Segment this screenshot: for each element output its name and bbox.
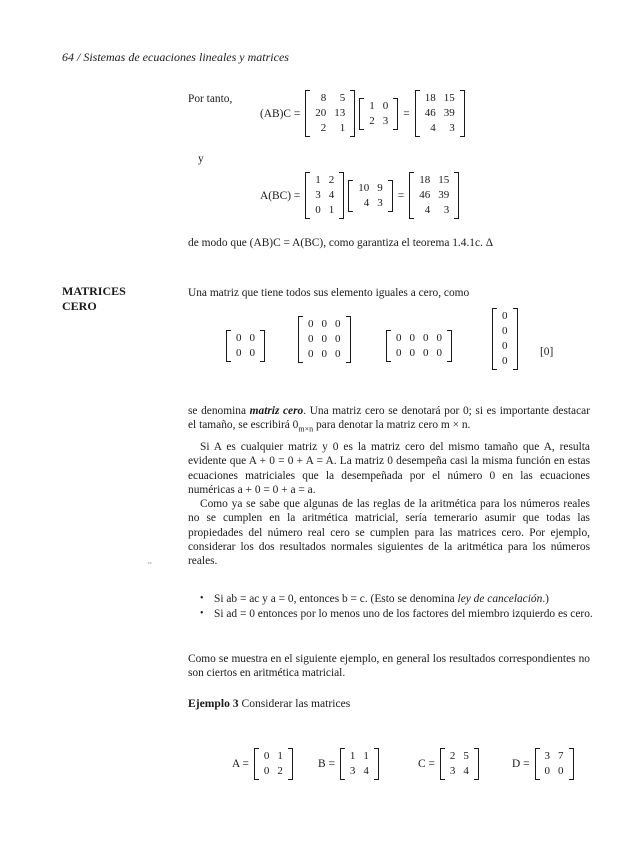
matrix-entry: 4 xyxy=(363,196,370,209)
equation-a-bc xyxy=(260,172,461,219)
matrix-entry: 0 xyxy=(502,340,508,352)
matrix-entry: 1 xyxy=(328,204,335,216)
matrix-row xyxy=(415,188,453,203)
matrix-entry: 0 xyxy=(236,347,242,359)
matrix-entry: 2 xyxy=(328,174,335,186)
matrix-entry: 0 xyxy=(308,318,314,330)
matrix-entry: 2 xyxy=(277,765,283,777)
bullet-icon: • xyxy=(200,608,204,619)
p1-b: . Una matriz cero se denotará por 0; si es importante destacar el tamaño, se escribirá 0 xyxy=(188,405,590,432)
equation-ab-c xyxy=(260,90,467,137)
matrix-entry: 0 xyxy=(263,750,270,762)
matrix-entry: 0 xyxy=(502,355,508,367)
equals-sign: = xyxy=(397,189,405,202)
matrix-entry: 0 xyxy=(249,332,255,344)
de-modo-text: de modo que (AB)C = A(BC), como garantiza el teorema 1.4.1c. Δ xyxy=(188,237,494,249)
matrix xyxy=(305,172,344,219)
example-text: Considerar las matrices xyxy=(238,697,351,710)
p1-c: para denotar la matriz cero m × n. xyxy=(313,419,471,432)
sidebar-line1: MATRICES xyxy=(62,284,126,298)
matrix xyxy=(340,748,379,780)
matrix-entry: 0 xyxy=(335,318,341,330)
matrix-entry: 3 xyxy=(315,189,321,201)
matrix-grid xyxy=(415,173,453,218)
matrix-entry: 39 xyxy=(443,107,455,119)
matrix-D xyxy=(512,748,576,780)
header-separator: / xyxy=(77,50,81,64)
paragraph-properties: Si A es cualquier matriz y 0 es la matriz cero del mismo tamaño que A, resulta evidente que A + 0 = 0 + A = A. La matriz 0 desempeña casi la misma función en estas ecuaciones matriciales que la desempeñada por el número 0 en las ecuaciones numéricas a + 0 = 0 + a = a. xyxy=(188,441,590,496)
bullet-icon: • xyxy=(200,593,204,604)
matrix-row xyxy=(232,331,259,346)
page-number: 64 xyxy=(62,50,74,64)
matrix-entry: 1 xyxy=(277,750,283,762)
intro-text: Una matriz que tiene todos sus elemento iguales a cero, como xyxy=(188,287,470,299)
matrix-entry: 0 xyxy=(321,318,327,330)
D-label: D = xyxy=(512,758,530,770)
matrix-entry: 4 xyxy=(363,765,369,777)
matrix-entry: 0 xyxy=(423,347,429,359)
matrix-grid xyxy=(260,749,287,779)
matrix-row xyxy=(311,188,338,203)
matrix-row xyxy=(541,749,568,764)
matrix-entry: 3 xyxy=(377,196,383,209)
matrix-entry: 1 xyxy=(315,174,321,186)
matrix xyxy=(386,330,452,362)
matrix-entry: 15 xyxy=(443,92,455,104)
chapter-title: Sistemas de ecuaciones lineales y matrices xyxy=(83,50,289,64)
matrix-row xyxy=(260,749,287,764)
matrix-entry: 3 xyxy=(544,750,550,762)
example-title xyxy=(188,697,350,710)
matrix-entry: 4 xyxy=(328,189,335,201)
matrix xyxy=(535,748,574,780)
C-label: C = xyxy=(418,758,435,770)
B-label: B = xyxy=(318,758,335,770)
b2-text: Si ad = 0 entonces por lo menos uno de los factores del miembro izquierdo es cero. xyxy=(214,608,593,620)
matrix xyxy=(415,90,465,137)
y-text: y xyxy=(198,153,204,165)
matrix-row xyxy=(304,332,345,347)
matrix-row xyxy=(415,173,453,188)
matrix-row xyxy=(446,749,473,764)
matrix-entry: 3 xyxy=(449,122,455,134)
section-sidebar-title xyxy=(62,284,126,314)
matrix-entry: 15 xyxy=(438,174,450,186)
matrix-entry: 1 xyxy=(349,750,356,762)
zero-matrix-3x3 xyxy=(296,316,353,368)
matrix-row xyxy=(304,317,345,332)
matrix-entry: 3 xyxy=(449,765,456,777)
matrix-entry: 3 xyxy=(382,114,389,127)
equals-sign: = xyxy=(403,107,410,120)
matrix-row xyxy=(311,173,338,188)
example-label: Ejemplo 3 xyxy=(188,697,239,710)
matrix xyxy=(226,330,265,362)
matrix-grid xyxy=(365,99,392,129)
matrix-row xyxy=(311,203,338,218)
matrix-entry: 39 xyxy=(438,189,450,201)
matrix-entry: 0 xyxy=(249,347,255,359)
matrix-row xyxy=(421,121,459,136)
term-matriz-cero: matriz cero xyxy=(249,405,304,417)
matrix-grid xyxy=(304,317,345,362)
matrix-row xyxy=(421,106,459,121)
matrix-grid xyxy=(392,331,446,361)
matrix-entry: 0 xyxy=(382,99,389,112)
matrix-entry: 0 xyxy=(409,347,415,359)
matrix-entry: 7 xyxy=(558,750,564,762)
page-header xyxy=(62,50,289,65)
matrix-entry: 5 xyxy=(339,92,346,104)
zero-matrix-4x1 xyxy=(490,308,520,375)
b1-em: ley de cancelación xyxy=(457,593,543,605)
matrix-grid xyxy=(446,749,473,779)
matrix-grid xyxy=(232,331,259,361)
matrix xyxy=(348,180,393,212)
matrix-row xyxy=(365,99,392,114)
matrix-entry: 2 xyxy=(320,122,327,134)
matrix-row xyxy=(498,324,512,339)
matrix-entry: 0 xyxy=(315,204,321,216)
matrix-row xyxy=(392,331,446,346)
eq1-label: (AB)C = xyxy=(260,107,301,120)
matrix-row xyxy=(354,196,387,211)
matrix-row xyxy=(421,91,459,106)
matrix-entry: 46 xyxy=(419,189,431,201)
paragraph-cancelation: Como ya se sabe que algunas de las reglas de la aritmética para los números reales no se cumplen en la aritmética matricial, sería temerario asumir que todas las propiedades del número real cero se cumplen para las matrices cero. Por ejemplo, considerar los dos resultados normales siguientes de la aritmética para los números reales. xyxy=(188,498,590,568)
matrix xyxy=(409,172,459,219)
matrix-entry: 0 xyxy=(502,325,508,337)
matrix-entry: 5 xyxy=(463,750,469,762)
matrix-entry: 4 xyxy=(430,122,436,134)
zero-matrix-1x1: [0] xyxy=(540,346,554,358)
matrix-entry: 18 xyxy=(424,92,436,104)
matrix-entry: 0 xyxy=(335,333,341,345)
matrix-entry: 0 xyxy=(502,310,508,322)
matrix-C xyxy=(418,748,481,780)
matrix-entry: 0 xyxy=(409,332,415,344)
matrix-row xyxy=(498,309,512,324)
matrix-entry: 8 xyxy=(320,92,327,104)
por-tanto-text: Por tanto, xyxy=(188,93,233,105)
matrix-entry: 0 xyxy=(263,765,270,777)
b1-a: Si ab = ac y a = 0, entonces b = c. (Esto se denomina xyxy=(214,593,458,605)
matrix-entry: 0 xyxy=(396,347,402,359)
sidebar-line2: CERO xyxy=(62,299,97,313)
matrix-row xyxy=(304,347,345,362)
matrix-row xyxy=(260,764,287,779)
matrix-row xyxy=(446,764,473,779)
matrix-entry: 9 xyxy=(377,181,383,194)
matrix-entry: 0 xyxy=(236,332,242,344)
matrix-entry: 2 xyxy=(369,114,375,127)
matrix-entry: 2 xyxy=(449,750,456,762)
matrix-entry: 4 xyxy=(424,204,431,216)
matrix-entry: 3 xyxy=(443,204,450,216)
matrix-grid xyxy=(421,91,459,136)
matrix-grid xyxy=(311,91,349,136)
matrix-grid xyxy=(498,309,512,369)
matrix-row xyxy=(346,764,373,779)
matrix-row xyxy=(311,91,349,106)
A-label: A = xyxy=(232,758,249,770)
p1-a: se denomina xyxy=(188,405,250,417)
zero-matrix-2x4 xyxy=(384,330,454,367)
matrix-entry: 3 xyxy=(349,765,356,777)
matrix-row xyxy=(232,346,259,361)
matrix-entry: 1 xyxy=(369,99,375,112)
matrix-row xyxy=(365,114,392,129)
bullet-item xyxy=(200,607,594,621)
b1-b: .) xyxy=(542,593,549,605)
matrix-entry: 0 xyxy=(544,765,550,777)
matrix-entry: 0 xyxy=(335,348,341,360)
matrix-entry: 18 xyxy=(419,174,431,186)
paragraph-definition xyxy=(188,404,590,437)
matrix-row xyxy=(346,749,373,764)
matrix-grid xyxy=(541,749,568,779)
matrix-entry: 46 xyxy=(424,107,436,119)
matrix-row xyxy=(354,181,387,196)
matrix-entry: 0 xyxy=(558,765,564,777)
matrix-row xyxy=(498,354,512,369)
matrix xyxy=(359,98,398,130)
matrix-row xyxy=(392,346,446,361)
bullet-item xyxy=(200,592,594,606)
matrix-entry: 0 xyxy=(308,348,314,360)
matrix-entry: 0 xyxy=(436,347,442,359)
paragraph-conclusion: Como se muestra en el siguiente ejemplo, en general los resultados correspondientes no son ciertos en aritmética matricial. xyxy=(188,653,590,680)
matrix-grid xyxy=(346,749,373,779)
matrix-A xyxy=(232,748,295,780)
matrix-row xyxy=(498,339,512,354)
matrix-entry: 13 xyxy=(334,107,346,119)
matrix xyxy=(492,308,518,370)
matrix-grid xyxy=(354,181,387,211)
matrix-entry: 0 xyxy=(423,332,429,344)
matrix-row xyxy=(541,764,568,779)
matrix-entry: 1 xyxy=(339,122,346,134)
matrix-row xyxy=(415,203,453,218)
matrix-entry: 0 xyxy=(321,333,327,345)
matrix-entry: 4 xyxy=(463,765,469,777)
matrix xyxy=(298,316,351,363)
matrix xyxy=(440,748,479,780)
matrix xyxy=(254,748,293,780)
matrix-entry: 0 xyxy=(436,332,442,344)
matrix-entry: 0 xyxy=(396,332,402,344)
matrix-entry: 1 xyxy=(363,750,369,762)
p1-subscript: m×n xyxy=(298,424,314,434)
matrix-entry: 20 xyxy=(315,107,327,119)
matrix-entry: 10 xyxy=(358,181,370,194)
matrix-row xyxy=(311,121,349,136)
matrix-row xyxy=(311,106,349,121)
matrix xyxy=(305,90,355,137)
eq2-label: A(BC) = xyxy=(260,189,301,202)
matrix-B xyxy=(318,748,381,780)
zero-matrix-2x2 xyxy=(224,330,267,367)
matrix-grid xyxy=(311,173,338,218)
matrix-entry: 0 xyxy=(321,348,327,360)
matrix-entry: 0 xyxy=(308,333,314,345)
margin-mark: ¨ xyxy=(148,560,152,572)
